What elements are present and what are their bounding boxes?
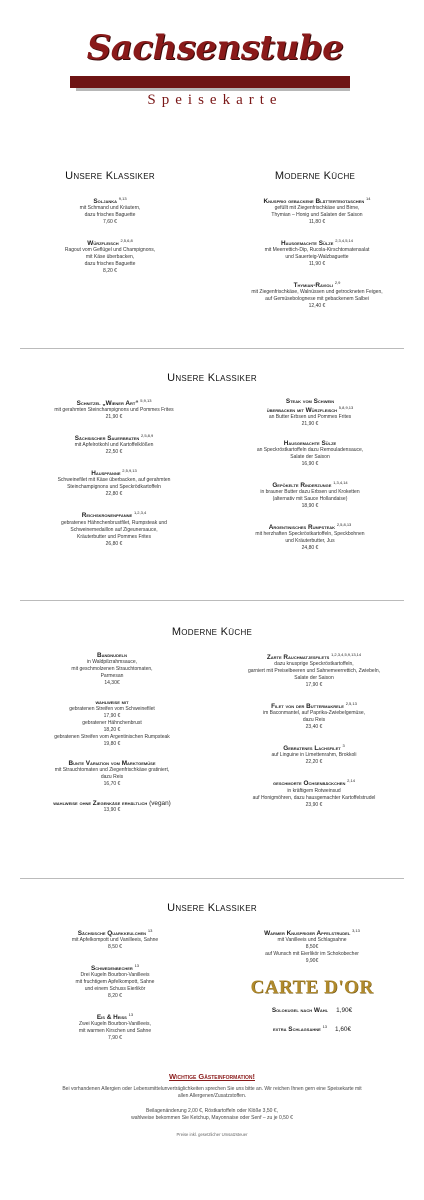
starters-classics-list xyxy=(30,196,190,287)
menu-item-description: Schweinefilet mit Käse überbacken, auf gerahmten xyxy=(57,477,171,484)
menu-item-description: Drei Kugeln Bourbon-Vanilleeis xyxy=(80,972,150,979)
logo-band xyxy=(70,76,350,88)
allergen-ref: 13 xyxy=(134,963,140,969)
allergen-ref: 2,5,13 xyxy=(345,701,357,707)
menu-item-title: Gebratenes Lachsfilet xyxy=(283,745,341,753)
menu-item-price: 16,70 € xyxy=(103,781,121,787)
menu-item xyxy=(12,699,212,748)
allergen-ref: 1,3,4,14 xyxy=(333,480,348,486)
menu-item-name xyxy=(20,963,210,972)
menu-item xyxy=(212,743,416,766)
menu-item-name xyxy=(30,196,190,205)
menu-item xyxy=(30,196,190,226)
allergen-ref: 13 xyxy=(322,1024,328,1030)
menu-item-description: Schweinemedaillon auf Zigeunersauce, xyxy=(70,526,158,533)
menu-item-name xyxy=(212,522,408,531)
allergen-ref: 1,2,3,4,5,9,13,14 xyxy=(331,652,362,657)
menu-item xyxy=(212,778,416,808)
section-heading-desserts: Unsere Klassiker xyxy=(167,902,257,914)
menu-item xyxy=(16,468,212,498)
menu-item-description: mit geschmolzenen Strauchtomaten, xyxy=(71,666,153,672)
menu-item-description: garniert mit Preiselbeeren und Sahnemeerrettich, Zwiebeln, xyxy=(247,668,380,675)
menu-item-price: 7,90 € xyxy=(108,1035,122,1042)
allergen-ref: 2,9 xyxy=(334,280,341,286)
menu-item-title: geschmorte Ochsenbäckchen xyxy=(273,780,346,788)
extra-item xyxy=(214,1024,410,1033)
menu-item xyxy=(222,280,412,310)
menu-item-title: Knusprig gebackene Blätterteigtaschen xyxy=(263,198,365,206)
allergen-ref: 3,13 xyxy=(352,928,360,933)
menu-item-price: 24,80 € xyxy=(301,545,319,552)
menu-item-description: an Speckröstkartoffeln dazu Remouladensauce, xyxy=(256,447,364,454)
menu-item-description: dazu Reis xyxy=(302,717,326,724)
menu-item-price: 22,80 € xyxy=(105,491,123,498)
tax-note: Preise inkl. gesetzlicher Umsatzsteuer xyxy=(176,1132,248,1137)
menu-item-description: gebratenen Streifen vom Schweinefilet xyxy=(69,706,155,712)
menu-item-price: 26,80 € xyxy=(105,540,123,547)
menu-item-title: Bandnudeln xyxy=(97,652,127,659)
menu-item-description: mit Ziegenfrischkäse, Walnüssen und getrockneten Feigen, xyxy=(251,289,383,296)
menu-item-description: mit gerahmten Steinchampignons und Pommes Frites xyxy=(54,407,174,414)
menu-item-name xyxy=(16,398,212,407)
allergen-ref: 5,9,13 xyxy=(140,398,152,403)
menu-item-description: an Butter Erbsen und Pommes Frites xyxy=(268,414,352,421)
menu-item-price: 17,90 € xyxy=(305,682,323,689)
menu-item-name xyxy=(212,440,408,447)
guest-info-title: Wichtige Gästeinformation! xyxy=(168,1072,255,1081)
menu-item xyxy=(212,652,416,689)
menu-item-name xyxy=(212,743,416,752)
menu-item-price: 8,20 € xyxy=(103,268,117,275)
menu-item xyxy=(222,238,412,268)
menu-item-option-price: 18,20 € xyxy=(103,727,121,733)
menu-item-price: 11,80 € xyxy=(308,219,326,226)
menu-item-title: Zarte Rauchmatjesfilets xyxy=(266,654,330,662)
menu-item-option: gebratener Hähnchenbrust xyxy=(82,720,142,726)
menu-item-description: dazu frisches Baguette xyxy=(84,212,136,219)
allergen-ref: 5,8,9,13 xyxy=(338,405,354,410)
menu-item-price: 22,50 € xyxy=(105,449,123,456)
menu-item-option-price: 19,80 € xyxy=(103,741,121,747)
menu-item-description: mit Meerrettich-Dip, Rucola-Kirschtomatensalat xyxy=(264,247,370,254)
menu-item xyxy=(20,928,210,951)
menu-item-tag: (vegan) xyxy=(149,800,171,807)
menu-item-description: auf Honigmöhren, dazu hausgemachter Kartoffelstrudel xyxy=(252,794,376,801)
menu-item-name xyxy=(212,778,416,787)
menu-item-description: und einem Schuss Eierlikör xyxy=(84,986,146,993)
menu-item-description: mit Vanilleeis und Schlagsahne xyxy=(277,937,347,944)
section-heading-mains-classics: Unsere Klassiker xyxy=(167,372,257,384)
menu-item-description: in kräftigem Rotweinsud xyxy=(287,787,341,794)
extra-item-price: 1,90€ xyxy=(336,1007,353,1015)
allergen-ref: 13 xyxy=(128,1012,134,1018)
menu-item-title: Hausgemachte Sülze xyxy=(283,440,337,448)
desserts-right-list xyxy=(214,928,410,1043)
menu-item-title: wahlweise mit xyxy=(95,699,129,706)
allergen-ref: 2,3,4,5,14 xyxy=(335,238,353,244)
section-heading-mains-modern: Moderne Küche xyxy=(171,626,253,638)
section-divider xyxy=(20,348,404,349)
menu-item-description: Parmesan xyxy=(100,673,124,679)
menu-item-description: mit warmen Kirschen und Sahne xyxy=(78,1028,152,1035)
menu-item xyxy=(16,398,212,421)
allergen-ref: 1,2,3,4 xyxy=(133,510,147,516)
menu-item-option-price: 9,90€ xyxy=(305,958,319,965)
menu-item-description: Ragout vom Geflügel und Champignons, xyxy=(64,247,156,254)
menu-item-name xyxy=(20,1012,210,1021)
menu-item xyxy=(12,652,212,687)
menu-item-name xyxy=(222,280,412,289)
menu-item-description: Thymian – Honig und Salaten der Saison xyxy=(271,212,363,219)
menu-item-description: mit fruchtigem Apfelkompott, Sahne xyxy=(75,979,155,986)
extra-item-label: Solokugel nach Wahl xyxy=(271,1007,329,1015)
menu-item-title: Argentinisches Rumpsteak xyxy=(268,524,336,532)
menu-item-description: Zwei Kugeln Bourbon-Vanilleeis, xyxy=(79,1021,151,1028)
menu-item-price: 22,20 € xyxy=(305,759,323,766)
menu-item-description: auf Linguine in Limettenrahm, Brokkoli xyxy=(271,752,357,759)
menu-item-price: 8,20 € xyxy=(108,993,122,1000)
starters-modern-list xyxy=(222,196,412,322)
menu-item-title: Hauspfanne xyxy=(91,470,121,478)
menu-item-title: Schnitzel „Wiener Art“ xyxy=(76,400,139,408)
menu-item-name xyxy=(12,800,212,807)
menu-item-description: mit Strauchtomaten und Ziegenfrischkäse gratiniert, xyxy=(54,767,170,773)
menu-item-title: Thymian-Ravioli xyxy=(293,282,334,290)
allergen-ref: 2,5,6,8 xyxy=(120,238,133,244)
menu-item-description: gefüllt mit Ziegenfrischkäse und Birne, xyxy=(274,205,360,212)
menu-item-title: Sächsische Quarkkeulchen xyxy=(77,930,147,938)
menu-item-option: auf Wunsch mit Eierlikör im Schokobecher xyxy=(265,951,359,958)
menu-item-description: Salate der Saison xyxy=(290,454,330,461)
mains-classics-left-list xyxy=(16,398,212,560)
menu-item-name xyxy=(16,510,212,519)
menu-item-description: dazu Reis xyxy=(100,774,124,780)
menu-item-title: Schwedenbecher xyxy=(90,965,133,973)
menu-item-price: 11,90 € xyxy=(308,261,326,268)
menu-item-name xyxy=(20,928,210,937)
mains-classics-right-list xyxy=(212,398,408,564)
menu-item xyxy=(212,701,416,731)
guest-info-text: Bei vorhandenen Allergien oder Lebensmittelunverträglichkeiten sprechen Sie uns bitte an. Wir reichen Ihnen gern eine Speisekarte mit xyxy=(62,1086,362,1092)
menu-item-name xyxy=(16,433,212,442)
menu-item-title: Hausgemachte Sülze xyxy=(280,240,334,248)
menu-item-title: Sächsischer Sauerbraten xyxy=(74,435,140,443)
menu-item xyxy=(212,480,408,510)
menu-item-description: Steinchampignons und Speckrödkartoffeln xyxy=(67,484,161,491)
menu-item-title: Bunte Variation vom Marktgemüse xyxy=(68,760,156,767)
menu-item-option: gebratenen Streifen vom Argentinischen Rumpsteak xyxy=(54,734,170,740)
menu-item-name xyxy=(212,398,408,405)
menu-item-description: dazu knusprige Speckröstkartoffeln, xyxy=(274,661,354,668)
menu-item xyxy=(212,522,408,552)
menu-item xyxy=(212,440,408,468)
extra-item xyxy=(214,1007,410,1014)
allergen-ref: 3 xyxy=(342,743,345,749)
menu-item-name xyxy=(212,701,416,710)
menu-item-name xyxy=(30,238,190,247)
menu-item-price: 21,90 € xyxy=(301,421,319,428)
guest-info-text: allen Allergenen/Zusatzstoffen. xyxy=(177,1093,247,1099)
menu-item-price: 17,90 € xyxy=(103,713,121,719)
menu-item-description: Kräuterbutter und Pommes Frites xyxy=(77,533,151,540)
carte-dor-logo: CARTE D'OR xyxy=(250,977,374,999)
menu-item xyxy=(30,238,190,275)
menu-item-title: Würzfleisch xyxy=(87,240,119,248)
menu-item-title: Steak vom Schwein xyxy=(285,398,335,405)
menu-item xyxy=(212,398,408,428)
mains-modern-left-list xyxy=(12,652,212,826)
section-divider xyxy=(20,878,404,879)
menu-item-description: mit Apfelrotkohl und Kartoffelklößen xyxy=(74,442,154,449)
menu-item-price: 8,50€ xyxy=(305,944,319,951)
menu-item xyxy=(20,1012,210,1042)
menu-item-title-line2: überbacken mit Würzfleisch xyxy=(266,407,337,415)
menu-item-name xyxy=(12,652,212,659)
logo-band-shadow xyxy=(76,88,350,91)
menu-item-description: auf Gemüsebolognese mit gebackenem Salbei xyxy=(265,296,369,303)
menu-item xyxy=(214,928,410,965)
menu-item-price: 13,90 € xyxy=(103,807,121,813)
allergen-ref: 2,14 xyxy=(347,778,355,784)
menu-item-title: Warmer Knuspriger Apfelstrudel xyxy=(264,930,351,938)
menu-item-description: mit Apfelkompott und Vanilleeis, Sahne xyxy=(71,937,159,944)
menu-item-description: (alternativ mit Sauce Hollandaise) xyxy=(272,496,348,503)
menu-item-description: mit Käse überbacken, xyxy=(85,254,135,261)
menu-item-price: 7,60 € xyxy=(103,219,117,226)
menu-item-price: 21,90 € xyxy=(105,414,123,421)
menu-item-description: Salate der Saison xyxy=(294,675,334,682)
section-divider xyxy=(20,600,404,601)
menu-item-name xyxy=(222,238,412,247)
menu-item-price: 14,30€ xyxy=(104,680,120,686)
menu-item xyxy=(222,196,412,226)
menu-item-description: mit herzhaften Speckröstkartoffeln, Speckbohnen xyxy=(255,531,365,538)
menu-item xyxy=(12,760,212,788)
menu-item-price: 16,90 € xyxy=(301,461,319,468)
menu-item-name xyxy=(212,652,416,661)
menu-item-description: und Kräuterbutter, Jus xyxy=(285,538,335,545)
menu-item xyxy=(16,510,212,547)
menu-item-price: 12,40 € xyxy=(308,303,326,310)
restaurant-logo xyxy=(60,28,370,118)
menu-item-description: und Sauerteig-Walzbaguette xyxy=(285,254,349,261)
surcharge-text: Beilagenänderung 2,00 €, Röstkartoffeln oder Klöße 3,50 €, xyxy=(146,1108,278,1114)
menu-item-description: im Baconmantel, auf Paprika-Zwiebelgemüse, xyxy=(263,710,365,717)
guest-information xyxy=(20,1072,404,1137)
menu-item-description: in brauner Butter dazu Erbsen und Kroketten xyxy=(260,489,360,496)
menu-item-price: 8,50 € xyxy=(108,944,122,951)
menu-item-name xyxy=(214,928,410,937)
menu-item-price: 18,90 € xyxy=(301,503,319,510)
extra-item-price: 1,60€ xyxy=(335,1026,352,1034)
menu-item-description: in Waldpilzrahmsauce, xyxy=(86,659,138,665)
menu-title: Speisekarte xyxy=(147,92,283,108)
menu-item-description: mit Schmand und Kräutern, xyxy=(79,205,141,212)
menu-item-name-line2 xyxy=(212,405,408,414)
menu-item-name xyxy=(12,699,212,706)
menu-item xyxy=(12,800,212,814)
desserts-left-list xyxy=(20,928,210,1054)
menu-item-title: Soljanka xyxy=(93,198,118,206)
menu-item-title: Reichskronenpfanne xyxy=(81,512,133,520)
allergen-ref: 2,5,9,13 xyxy=(122,468,137,474)
allergen-ref: 2,5,8,9 xyxy=(141,433,154,439)
menu-item-price: 23,90 € xyxy=(305,801,323,808)
menu-item-title: wahlweise ohne Ziegenkäse erhältlich xyxy=(53,800,148,807)
allergen-ref: 13 xyxy=(147,928,153,933)
menu-item-name xyxy=(16,468,212,477)
menu-item-title: Gepökelte Rinderzunge xyxy=(272,482,332,490)
mains-modern-right-list xyxy=(212,652,416,821)
menu-item-title: Filet von der Buttermakrele xyxy=(271,703,344,711)
section-heading-starters-modern: Moderne Küche xyxy=(274,170,356,182)
restaurant-name: Sachsenstube xyxy=(86,28,344,68)
menu-item-title: Eis & Heiß xyxy=(96,1014,127,1022)
menu-item-price: 23,40 € xyxy=(305,724,323,731)
menu-item-description: gebratenes Hähnchenbrustfilet, Rumpsteak und xyxy=(61,519,167,526)
menu-item xyxy=(20,963,210,1000)
menu-item-description: dazu frisches Baguette xyxy=(84,261,136,268)
menu-item-name xyxy=(212,480,408,489)
surcharge-text: wahlweise bekommen Sie Ketchup, Mayonnaise oder Senf – zu je 0,50 € xyxy=(131,1115,293,1121)
section-heading-starters-classics: Unsere Klassiker xyxy=(65,170,155,182)
extra-item-label: extra Schlagsahne xyxy=(272,1026,321,1034)
menu-item-name xyxy=(222,196,412,205)
menu-item-name xyxy=(12,760,212,767)
allergen-ref: 14 xyxy=(366,196,371,201)
allergen-ref: 9,13 xyxy=(118,196,127,201)
allergen-ref: 2,5,8,13 xyxy=(336,522,352,528)
menu-item xyxy=(16,433,212,456)
